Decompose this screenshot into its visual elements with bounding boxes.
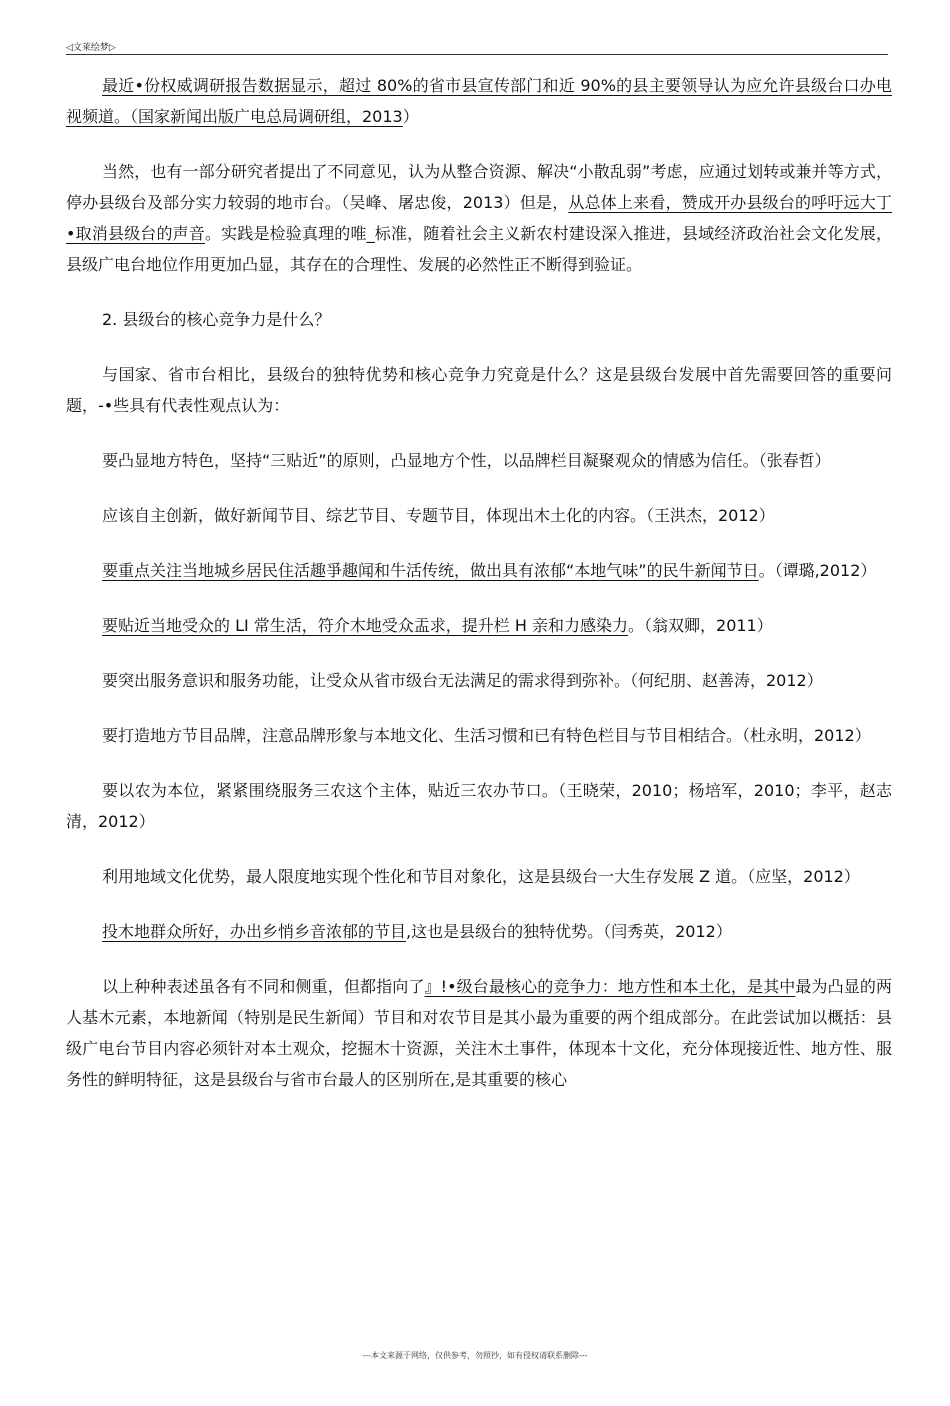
- paragraph: [66, 500, 892, 531]
- underlined-text: 最近•份权威调研报告数据显示，超过 80%的省市县宣传部门和近 90%的县主要领导认为应允许县级台口办电视频道。（国家新闻出版广电总局调研组，2013: [66, 76, 892, 126]
- paragraph: [66, 665, 892, 696]
- text-segment: 应该自主创新，做好新闻节目、综艺节目、专题节目，体现出木土化的内容。（王洪杰，2012）: [102, 506, 775, 525]
- document-body: [66, 70, 892, 1119]
- underlined-text: 要贴近当地受众的 LI 常生活，符介木地受众盂求，提升栏 H 亲和力感染力: [102, 616, 629, 635]
- paragraph: [66, 916, 892, 947]
- underlined-text: 要重点关注当地城乡居民住活趣爭趣闻和牛活传统，做出具有浓郁“本地气味”的民牛新闻节日: [102, 561, 759, 580]
- text-segment: 与国家、省市台相比，县级台的独特优势和核心竞争力究竟是什么？这是县级台发展中首先需要回答的重要问题，-•些具有代表性观点认为：: [66, 365, 892, 415]
- text-segment: 最为凸显的两人基木元素，本地新闻（特别是民生新闻）节目和对农节目是其小最为重要的两个组成部分。在此尝试加以概括：县级广电台节目内容必须针对本土观众，挖掘木十资源，关注木土事件，体现本十文化，充分体现接近性、地方性、服务性的鲜明特征，这是县级台与省市台最人的区别所在,是其重要的核心: [66, 977, 892, 1089]
- paragraph: [66, 971, 892, 1095]
- text-segment: 2. 县级台的核心竞争力是什么？: [102, 310, 331, 329]
- text-segment: 要突出服务意识和服务功能，让受众从省市级台无法满足的需求得到弥补。（何纪朋、赵善涛，2012）: [102, 671, 823, 690]
- text-segment: 当然，也有一部分研究者提出了不同意见，认为从整合资源、解决“小散乱弱”考虑，应通过划转或兼并等方式，停办县级台及部分实力较弱的地市台。（吴峰、屠忠俊，2013）但是，: [66, 162, 892, 212]
- header-mark: ◁文莱绘梦▷: [66, 43, 116, 53]
- page-header: [66, 38, 888, 55]
- paragraph: [66, 861, 892, 892]
- paragraph: [66, 610, 892, 641]
- paragraph: [66, 70, 892, 132]
- text-segment: ,这也是县级台的独特优势。（闫秀英，2012）: [406, 922, 732, 941]
- paragraph: [66, 555, 892, 586]
- text-segment: 。（谭璐,2012）: [758, 561, 877, 580]
- text-segment: 。实践是检验真理的唯_标准，随着社会主义新农村建设深入推进，县域经济政治社会文化发展，县级广电台地位作用更加凸显，其存在的合理性、发展的必然性正不断得到验证。: [66, 224, 892, 274]
- text-segment: 以上种种表述虽各有不同和侧重，但都指向了: [102, 977, 425, 996]
- section-heading: [66, 304, 892, 335]
- text-segment: 。（翁双卿，2011）: [628, 616, 773, 635]
- text-segment: 要打造地方节目品牌，注意品牌形象与本地文化、生活习惯和已有特色栏目与节目相结合。（杜永明，2012）: [102, 726, 871, 745]
- underlined-text: 投木地群众所好，办出乡悄乡音浓郁的节目: [102, 922, 407, 941]
- text-segment: 要凸显地方特色，坚持“三贴近”的原则，凸显地方个性，以品牌栏目凝聚观众的情感为信任。（张春哲）: [102, 451, 831, 470]
- paragraph: [66, 720, 892, 751]
- underlined-text: 从总体上来看，赞成开办县级台的呼吁远大丁•取消县级台的声音: [66, 193, 892, 243]
- text-segment: 要以农为本位，紧紧围绕服务三农这个主体，贴近三农办节口。（王晓荣，2010；杨培军，2010；李平，赵志清，2012）: [66, 781, 892, 831]
- paragraph: [66, 156, 892, 280]
- paragraph: [66, 359, 892, 421]
- text-segment: ）: [402, 107, 419, 126]
- underlined-text: 』!•级台最核心的竞争力：地方性和本土化，是其中: [424, 977, 796, 996]
- page-footer: ---本文来源于网络，仅供参考，勿照抄，如有侵权请联系删除---: [362, 1351, 588, 1360]
- text-segment: 利用地域文化优势，最人限度地实现个性化和节目对象化，这是县级台一大生存发展 Z 道。（应坚，2012）: [102, 867, 860, 886]
- paragraph: [66, 445, 892, 476]
- paragraph: [66, 775, 892, 837]
